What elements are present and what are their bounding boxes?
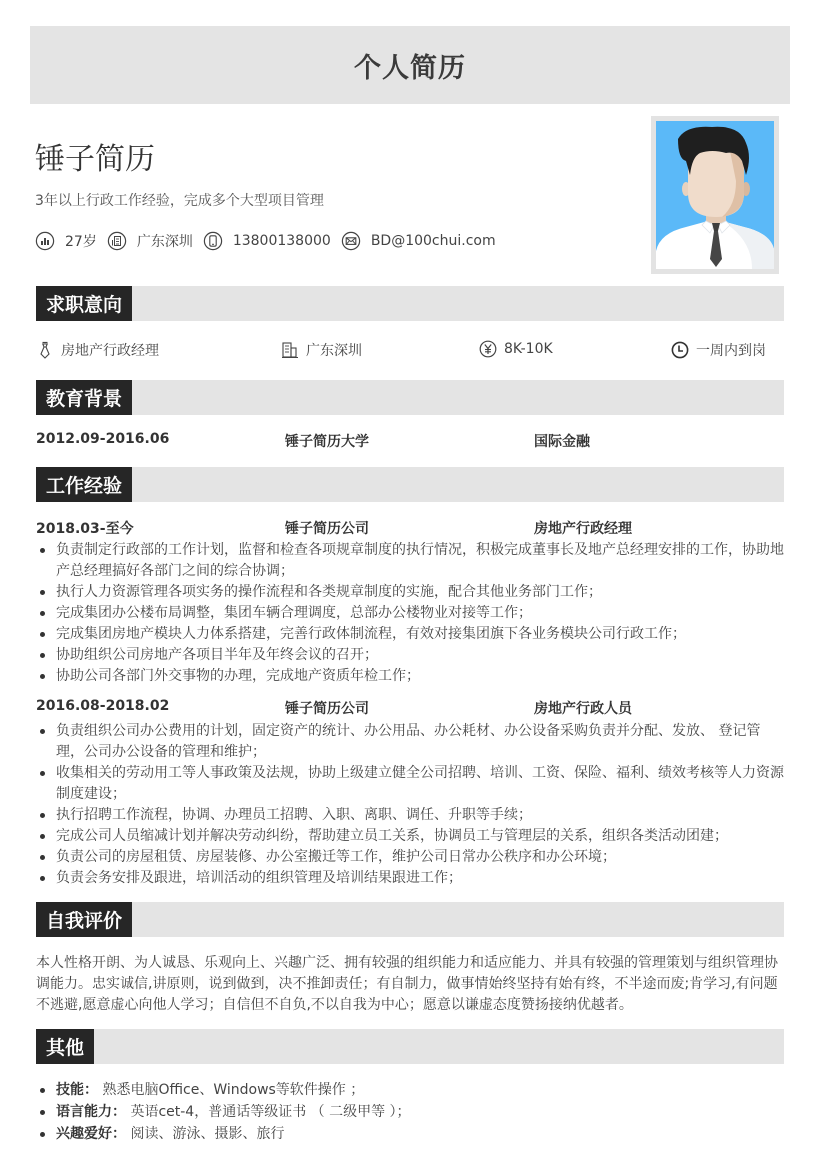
section-title-intent: 求职意向 [36, 286, 132, 321]
intent-salary-value: 8K-10K [504, 341, 553, 357]
duty-item: 负责组织公司办公费用的计划，固定资产的统计、办公用品、办公耗材、办公设备采购负责并分配、发放、 登记管理，公司办公设备的管理和维护； [36, 721, 788, 763]
work-duties-2 [36, 721, 788, 889]
contact-phone-value: 13800138000 [232, 233, 331, 249]
work-company: 锤子简历公司 [285, 701, 369, 717]
resume-title: 个人简历 [354, 52, 466, 84]
job-intent-row [36, 340, 784, 362]
contact-phone [203, 231, 331, 251]
contact-row [35, 231, 506, 251]
others-value: 熟悉电脑Office、Windows等软件操作 ； [102, 1082, 365, 1098]
duty-item: 协助组织公司房地产各项目半年及年终会议的召开； [36, 645, 788, 666]
duty-item: 执行招聘工作流程，协调、办理员工招聘、入职、离职、调任、升职等手续； [36, 805, 788, 826]
intent-position-value: 房地产行政经理 [61, 343, 159, 359]
work-row-2 [36, 698, 784, 718]
contact-email [341, 231, 496, 251]
others-list [36, 1079, 788, 1145]
phone-icon [203, 231, 223, 251]
intent-city-value: 广东深圳 [306, 343, 362, 359]
profile-photo [651, 116, 779, 274]
work-position: 房地产行政经理 [534, 521, 632, 537]
location-building-icon [107, 231, 127, 251]
section-header-self-eval [36, 902, 784, 937]
duty-item: 收集相关的劳动用工等人事政策及法规，协助上级建立健全公司招聘、培训、工资、保险、福利、绩效考核等人力资源制度建设； [36, 763, 788, 805]
contact-location [107, 231, 193, 251]
contact-email-value: BD@100chui.com [370, 233, 496, 249]
duty-item: 完成集团办公楼布局调整，集团车辆合理调度，总部办公楼物业对接等工作； [36, 603, 788, 624]
others-value: 英语cet-4，普通话等级证书 （ 二级甲等 ）； [130, 1104, 411, 1120]
others-key: 兴趣爱好： [56, 1126, 126, 1142]
avatar [656, 121, 774, 269]
section-header-work [36, 467, 784, 502]
work-row-1 [36, 518, 784, 538]
duty-item: 负责会务安排及跟进，培训活动的组织管理及培训结果跟进工作； [36, 868, 788, 889]
work-period: 2018.03-至今 [36, 521, 134, 537]
others-item-hobbies [36, 1123, 788, 1145]
top-banner [30, 26, 790, 104]
work-period: 2016.08-2018.02 [36, 698, 170, 714]
duty-item: 执行人力资源管理各项实务的操作流程和各类规章制度的实施，配合其他业务部门工作； [36, 582, 788, 603]
yen-icon [479, 340, 497, 358]
duty-item: 完成公司人员缩减计划并解决劳动纠纷，帮助建立员工关系，协调员工与管理层的关系，组织各类活动团建； [36, 826, 788, 847]
duty-item: 负责制定行政部的工作计划，监督和检查各项规章制度的执行情况，积极完成董事长及地产总经理安排的工作，协助地产总经理搞好各部门之间的综合协调； [36, 540, 788, 582]
others-item-language [36, 1101, 788, 1123]
section-title-others: 其他 [36, 1029, 94, 1064]
contact-age-value: 27岁 [65, 234, 97, 250]
intent-availability [671, 340, 766, 360]
education-period: 2012.09-2016.06 [36, 431, 170, 447]
candidate-tagline: 3年以上行政工作经验，完成多个大型项目管理 [35, 193, 324, 209]
section-header-education [36, 380, 784, 415]
contact-location-value: 广东深圳 [136, 234, 193, 250]
others-item-skills [36, 1079, 788, 1101]
intent-availability-value: 一周内到岗 [696, 343, 766, 359]
section-title-work: 工作经验 [36, 467, 132, 502]
others-key: 技能： [56, 1082, 98, 1098]
section-header-intent [36, 286, 784, 321]
duty-item: 完成集团房地产模块人力体系搭建，完善行政体制流程，有效对接集团旗下各业务模块公司行政工作； [36, 624, 788, 645]
email-icon [341, 231, 361, 251]
work-position: 房地产行政人员 [534, 701, 632, 717]
tie-icon [36, 341, 54, 359]
clock-icon [671, 341, 689, 359]
education-major: 国际金融 [534, 434, 590, 450]
section-header-others [36, 1029, 784, 1064]
others-key: 语言能力： [56, 1104, 126, 1120]
intent-salary [479, 340, 553, 358]
contact-age [35, 231, 97, 251]
self-evaluation-text: 本人性格开朗、为人诚恳、乐观向上、兴趣广泛、拥有较强的组织能力和适应能力、并具有较强的管理策划与组织管理协调能力。忠实诚信,讲原则，说到做到，决不推卸责任；有自制力，做事情始终坚持有始有终，不半途而废;肯学习,有问题不逃避,愿意虚心向他人学习；自信但不自负,不以自我为中心；愿意以谦虚态度赞扬接纳优越者。 [36, 955, 778, 1013]
education-school: 锤子简历大学 [285, 434, 369, 450]
age-chart-icon [35, 231, 55, 251]
others-value: 阅读、游泳、摄影、旅行 [130, 1126, 285, 1142]
candidate-name: 锤子简历 [35, 142, 155, 177]
duty-item: 负责公司的房屋租赁、房屋装修、办公室搬迁等工作，维护公司日常办公秩序和办公环境； [36, 847, 788, 868]
duty-item: 协助公司各部门外交事物的办理，完成地产资质年检工作； [36, 666, 788, 687]
intent-city [281, 340, 362, 360]
education-row [36, 431, 784, 451]
work-company: 锤子简历公司 [285, 521, 369, 537]
intent-position [36, 340, 159, 360]
section-title-education: 教育背景 [36, 380, 132, 415]
work-duties-1 [36, 540, 788, 687]
section-title-self-eval: 自我评价 [36, 902, 132, 937]
building-icon [281, 341, 299, 359]
